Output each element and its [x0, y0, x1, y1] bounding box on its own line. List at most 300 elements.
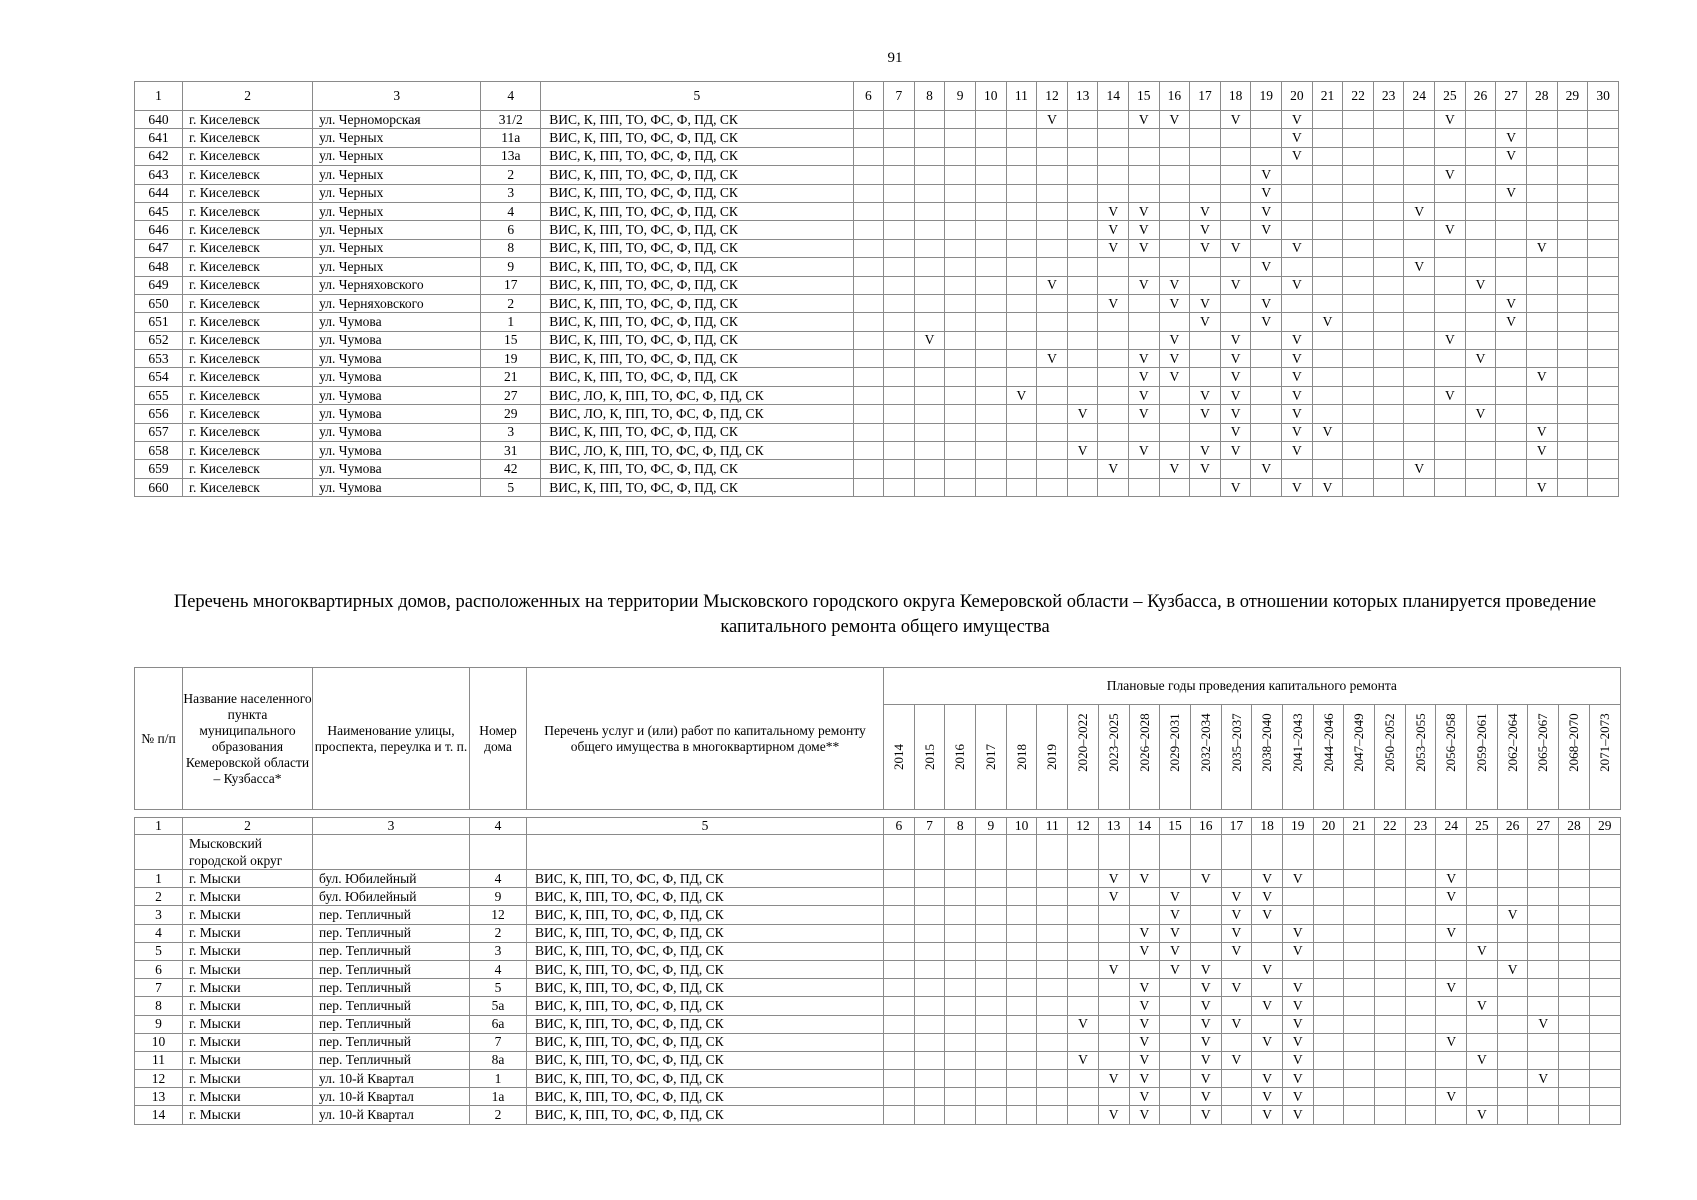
street-cell: пер. Тепличный	[313, 924, 470, 942]
year-cell	[1528, 1106, 1559, 1124]
year-cell	[884, 1106, 915, 1124]
year-cell	[1465, 166, 1496, 184]
year-cell	[1006, 1070, 1037, 1088]
works-cell: ВИС, К, ПП, ТО, ФС, Ф, ПД, СК	[527, 1033, 884, 1051]
year-cell	[1496, 442, 1527, 460]
street-cell: ул. Черняховского	[313, 276, 481, 294]
year-cell	[1220, 166, 1251, 184]
year-cell	[1588, 129, 1619, 147]
year-cell	[1375, 1051, 1406, 1069]
year-cell	[1404, 294, 1435, 312]
year-cell	[1037, 478, 1068, 496]
year-cell	[1343, 386, 1374, 404]
year-cell	[945, 442, 976, 460]
year-cell	[1037, 423, 1068, 441]
year-cell	[884, 423, 915, 441]
year-cell	[1312, 442, 1343, 460]
year-cell	[853, 368, 884, 386]
table-row	[135, 924, 1621, 942]
year-cell	[975, 423, 1006, 441]
year-cell	[975, 129, 1006, 147]
year-cell	[1496, 405, 1527, 423]
house-cell: 6а	[470, 1015, 527, 1033]
year-cell	[1557, 276, 1588, 294]
year-cell	[1067, 276, 1098, 294]
works-cell: ВИС, К, ПП, ТО, ФС, Ф, ПД, СК	[541, 460, 853, 478]
year-cell	[1405, 870, 1436, 888]
year-mark-cell: V	[1282, 147, 1313, 165]
year-cell	[1559, 888, 1590, 906]
year-cell	[1435, 350, 1466, 368]
year-cell	[1068, 906, 1099, 924]
year-cell	[1037, 1051, 1068, 1069]
column-number: 6	[884, 818, 915, 835]
year-cell	[945, 423, 976, 441]
year-cell	[1282, 888, 1313, 906]
year-mark-cell: V	[1252, 888, 1283, 906]
year-cell	[1312, 184, 1343, 202]
year-mark-cell: V	[1312, 313, 1343, 331]
year-mark-cell: V	[1098, 888, 1129, 906]
row-number: 2	[135, 888, 183, 906]
year-cell	[1251, 478, 1282, 496]
year-header	[1497, 705, 1528, 810]
spacer-row	[135, 810, 1621, 818]
year-cell	[975, 442, 1006, 460]
year-mark-cell: V	[1129, 368, 1160, 386]
year-mark-cell: V	[1435, 166, 1466, 184]
works-cell: ВИС, К, ПП, ТО, ФС, Ф, ПД, СК	[541, 276, 853, 294]
year-cell	[1526, 276, 1557, 294]
year-label: 2044–2046	[1320, 713, 1336, 772]
year-cell	[1282, 202, 1313, 220]
year-cell	[1067, 166, 1098, 184]
year-mark-cell: V	[1282, 870, 1313, 888]
year-mark-cell: V	[1159, 294, 1190, 312]
year-cell	[884, 906, 915, 924]
year-cell	[1589, 1015, 1620, 1033]
year-cell	[1497, 924, 1528, 942]
year-cell	[1404, 478, 1435, 496]
works-cell: ВИС, К, ПП, ТО, ФС, Ф, ПД, СК	[527, 870, 884, 888]
year-cell	[1006, 147, 1037, 165]
year-cell	[1252, 1015, 1283, 1033]
year-cell	[1373, 423, 1404, 441]
column-number: 3	[313, 818, 470, 835]
row-number: 654	[135, 368, 183, 386]
year-cell	[1098, 997, 1129, 1015]
column-number: 8	[914, 82, 945, 111]
year-cell	[914, 258, 945, 276]
house-cell: 3	[470, 942, 527, 960]
year-mark-cell: V	[1190, 221, 1221, 239]
column-numbers-row	[135, 818, 1621, 835]
works-cell: ВИС, К, ПП, ТО, ФС, Ф, ПД, СК	[541, 478, 853, 496]
house-cell: 27	[481, 386, 541, 404]
year-cell	[1067, 184, 1098, 202]
year-cell	[1435, 276, 1466, 294]
year-cell	[853, 166, 884, 184]
year-cell	[1528, 1051, 1559, 1069]
table-row	[135, 350, 1619, 368]
year-cell	[1312, 147, 1343, 165]
year-mark-cell: V	[1496, 313, 1527, 331]
year-mark-cell: V	[1129, 276, 1160, 294]
year-cell	[1160, 997, 1191, 1015]
year-mark-cell: V	[1129, 979, 1160, 997]
year-cell	[1404, 368, 1435, 386]
year-cell	[976, 942, 1007, 960]
year-cell	[1098, 147, 1129, 165]
year-cell	[1373, 368, 1404, 386]
year-cell	[853, 331, 884, 349]
year-cell	[1067, 460, 1098, 478]
year-cell	[1404, 442, 1435, 460]
street-cell: ул. Чумова	[313, 313, 481, 331]
column-number: 4	[481, 82, 541, 111]
year-cell	[1588, 276, 1619, 294]
column-number: 6	[853, 82, 884, 111]
city-cell: г. Мыски	[183, 924, 313, 942]
year-cell	[884, 1033, 915, 1051]
year-cell	[1067, 478, 1098, 496]
year-cell	[1313, 1088, 1344, 1106]
year-cell	[1557, 184, 1588, 202]
year-header	[884, 705, 915, 810]
year-cell	[1557, 442, 1588, 460]
house-header: Номер дома	[470, 668, 527, 810]
table-row	[135, 979, 1621, 997]
year-mark-cell: V	[1282, 942, 1313, 960]
year-cell	[1528, 1088, 1559, 1106]
works-cell: ВИС, К, ПП, ТО, ФС, Ф, ПД, СК	[541, 166, 853, 184]
year-cell	[945, 870, 976, 888]
row-number: 645	[135, 202, 183, 220]
year-cell	[1465, 221, 1496, 239]
street-cell: ул. Черных	[313, 258, 481, 276]
year-cell	[976, 1033, 1007, 1051]
year-cell	[976, 1088, 1007, 1106]
works-cell: ВИС, К, ПП, ТО, ФС, Ф, ПД, СК	[527, 979, 884, 997]
year-cell	[976, 924, 1007, 942]
year-cell	[884, 960, 915, 978]
works-cell: ВИС, К, ПП, ТО, ФС, Ф, ПД, СК	[527, 997, 884, 1015]
year-cell	[1559, 997, 1590, 1015]
column-number: 14	[1098, 82, 1129, 111]
year-label: 2062–2064	[1504, 713, 1520, 772]
street-cell: пер. Тепличный	[313, 942, 470, 960]
year-mark-cell: V	[1435, 331, 1466, 349]
year-mark-cell: V	[1282, 331, 1313, 349]
year-cell	[1405, 924, 1436, 942]
year-cell	[1220, 221, 1251, 239]
year-cell	[1037, 888, 1068, 906]
house-cell: 4	[470, 870, 527, 888]
empty-cell	[1344, 835, 1375, 870]
year-mark-cell: V	[1251, 221, 1282, 239]
street-cell: ул. Чумова	[313, 331, 481, 349]
year-cell	[945, 1088, 976, 1106]
table-row	[135, 1088, 1621, 1106]
year-cell	[1467, 1033, 1498, 1051]
year-mark-cell: V	[1436, 870, 1467, 888]
row-number: 647	[135, 239, 183, 257]
year-cell	[884, 870, 915, 888]
year-label: 2023–2025	[1105, 713, 1121, 772]
city-cell: г. Мыски	[183, 1070, 313, 1088]
year-cell	[1497, 888, 1528, 906]
year-cell	[1006, 1088, 1037, 1106]
year-cell	[1589, 888, 1620, 906]
year-cell	[945, 184, 976, 202]
year-cell	[975, 239, 1006, 257]
year-cell	[1098, 442, 1129, 460]
year-cell	[914, 147, 945, 165]
year-mark-cell: V	[1129, 111, 1160, 129]
year-cell	[1528, 906, 1559, 924]
year-cell	[1588, 405, 1619, 423]
year-mark-cell: V	[1098, 221, 1129, 239]
house-cell: 8а	[470, 1051, 527, 1069]
year-cell	[914, 997, 945, 1015]
year-cell	[1067, 331, 1098, 349]
row-number: 640	[135, 111, 183, 129]
column-number: 7	[884, 82, 915, 111]
year-mark-cell: V	[1282, 350, 1313, 368]
year-cell	[1559, 1051, 1590, 1069]
year-cell	[1343, 313, 1374, 331]
year-cell	[1313, 979, 1344, 997]
year-cell	[1190, 129, 1221, 147]
column-number: 2	[183, 82, 313, 111]
year-cell	[1467, 888, 1498, 906]
year-cell	[884, 942, 915, 960]
year-cell	[1129, 960, 1160, 978]
column-number: 27	[1528, 818, 1559, 835]
year-cell	[1312, 368, 1343, 386]
year-cell	[914, 460, 945, 478]
row-number: 651	[135, 313, 183, 331]
year-cell	[853, 478, 884, 496]
year-cell	[1098, 423, 1129, 441]
year-cell	[976, 979, 1007, 997]
empty-cell	[1282, 835, 1313, 870]
year-cell	[1497, 870, 1528, 888]
street-cell: ул. 10-й Квартал	[313, 1070, 470, 1088]
year-cell	[1405, 1088, 1436, 1106]
street-cell: ул. Черных	[313, 129, 481, 147]
city-cell: г. Киселевск	[183, 111, 313, 129]
year-cell	[1435, 423, 1466, 441]
year-cell	[1221, 960, 1252, 978]
year-cell	[1526, 460, 1557, 478]
year-cell	[853, 129, 884, 147]
year-cell	[1098, 1033, 1129, 1051]
year-mark-cell: V	[1190, 1033, 1221, 1051]
year-label: 2035–2037	[1228, 713, 1244, 772]
year-cell	[914, 184, 945, 202]
year-cell	[1252, 1051, 1283, 1069]
year-cell	[945, 111, 976, 129]
year-cell	[1343, 460, 1374, 478]
year-mark-cell: V	[1282, 423, 1313, 441]
year-cell	[853, 239, 884, 257]
column-number: 30	[1588, 82, 1619, 111]
year-mark-cell: V	[1190, 313, 1221, 331]
year-cell	[884, 111, 915, 129]
row-number: 649	[135, 276, 183, 294]
year-cell	[1375, 997, 1406, 1015]
year-cell	[914, 960, 945, 978]
year-cell	[1006, 888, 1037, 906]
row-number: 12	[135, 1070, 183, 1088]
year-cell	[1129, 147, 1160, 165]
table-row	[135, 147, 1619, 165]
year-cell	[1588, 442, 1619, 460]
street-cell: ул. Чумова	[313, 423, 481, 441]
year-cell	[1467, 1070, 1498, 1088]
year-label: 2053–2055	[1412, 713, 1428, 772]
year-cell	[1068, 960, 1099, 978]
year-cell	[1465, 239, 1496, 257]
street-cell: пер. Тепличный	[313, 1051, 470, 1069]
empty-cell	[1375, 835, 1406, 870]
year-cell	[1375, 942, 1406, 960]
year-cell	[1589, 1051, 1620, 1069]
year-cell	[976, 1051, 1007, 1069]
column-number: 25	[1435, 82, 1466, 111]
year-header	[1282, 705, 1313, 810]
year-cell	[976, 870, 1007, 888]
column-number: 1	[135, 82, 183, 111]
year-mark-cell: V	[1190, 239, 1221, 257]
column-number: 28	[1526, 82, 1557, 111]
year-mark-cell: V	[1282, 129, 1313, 147]
year-cell	[1098, 942, 1129, 960]
year-mark-cell: V	[1282, 1070, 1313, 1088]
row-number: 652	[135, 331, 183, 349]
year-cell	[1589, 942, 1620, 960]
house-cell: 2	[470, 924, 527, 942]
column-number: 18	[1220, 82, 1251, 111]
table-row	[135, 276, 1619, 294]
year-cell	[1559, 942, 1590, 960]
city-cell: г. Мыски	[183, 1051, 313, 1069]
year-cell	[945, 1051, 976, 1069]
year-cell	[914, 405, 945, 423]
year-cell	[1098, 129, 1129, 147]
year-cell	[1098, 368, 1129, 386]
table-row	[135, 368, 1619, 386]
year-cell	[1251, 147, 1282, 165]
year-cell	[1037, 906, 1068, 924]
year-cell	[1405, 997, 1436, 1015]
house-cell: 21	[481, 368, 541, 386]
year-cell	[1343, 129, 1374, 147]
city-cell: г. Мыски	[183, 942, 313, 960]
year-cell	[1251, 368, 1282, 386]
city-cell: г. Мыски	[183, 960, 313, 978]
year-mark-cell: V	[1528, 1070, 1559, 1088]
column-number: 25	[1467, 818, 1498, 835]
works-cell: ВИС, К, ПП, ТО, ФС, Ф, ПД, СК	[527, 1015, 884, 1033]
year-cell	[1344, 906, 1375, 924]
year-cell	[1221, 1070, 1252, 1088]
year-cell	[1098, 979, 1129, 997]
table-row	[135, 1015, 1621, 1033]
year-cell	[1343, 166, 1374, 184]
year-mark-cell: V	[1221, 888, 1252, 906]
year-cell	[1404, 111, 1435, 129]
year-cell	[1373, 276, 1404, 294]
year-cell	[1436, 960, 1467, 978]
year-cell	[1160, 1033, 1191, 1051]
year-mark-cell: V	[1497, 906, 1528, 924]
year-cell	[884, 184, 915, 202]
city-cell: г. Киселевск	[183, 129, 313, 147]
year-mark-cell: V	[1098, 1106, 1129, 1124]
year-cell	[945, 1106, 976, 1124]
year-cell	[1405, 1015, 1436, 1033]
year-cell	[884, 368, 915, 386]
year-cell	[945, 258, 976, 276]
year-mark-cell: V	[1467, 997, 1498, 1015]
year-cell	[1006, 1051, 1037, 1069]
year-cell	[1098, 1088, 1129, 1106]
year-cell	[1037, 368, 1068, 386]
works-cell: ВИС, ЛО, К, ПП, ТО, ФС, Ф, ПД, СК	[541, 442, 853, 460]
year-cell	[1497, 942, 1528, 960]
row-number: 7	[135, 979, 183, 997]
year-cell	[1221, 1088, 1252, 1106]
year-cell	[945, 331, 976, 349]
year-cell	[1098, 386, 1129, 404]
city-cell: г. Мыски	[183, 1015, 313, 1033]
year-cell	[1436, 1051, 1467, 1069]
works-cell: ВИС, К, ПП, ТО, ФС, Ф, ПД, СК	[541, 111, 853, 129]
year-cell	[1465, 111, 1496, 129]
year-cell	[945, 979, 976, 997]
year-cell	[1375, 1070, 1406, 1088]
year-cell	[1528, 997, 1559, 1015]
year-mark-cell: V	[1129, 221, 1160, 239]
column-number: 20	[1313, 818, 1344, 835]
year-cell	[1282, 906, 1313, 924]
year-cell	[1159, 258, 1190, 276]
year-label: 2068–2070	[1565, 713, 1581, 772]
year-cell	[1159, 202, 1190, 220]
city-cell: г. Мыски	[183, 1033, 313, 1051]
year-cell	[884, 276, 915, 294]
year-cell	[1375, 1015, 1406, 1033]
year-mark-cell: V	[1467, 1106, 1498, 1124]
year-header	[1068, 705, 1099, 810]
street-cell: пер. Тепличный	[313, 1015, 470, 1033]
year-mark-cell: V	[1465, 405, 1496, 423]
year-mark-cell: V	[1129, 1051, 1160, 1069]
house-cell: 2	[470, 1106, 527, 1124]
year-cell	[1588, 460, 1619, 478]
year-cell	[1312, 294, 1343, 312]
year-cell	[1067, 129, 1098, 147]
row-number: 4	[135, 924, 183, 942]
year-cell	[1496, 258, 1527, 276]
year-cell	[1588, 331, 1619, 349]
street-cell: пер. Тепличный	[313, 906, 470, 924]
year-cell	[1404, 166, 1435, 184]
year-cell	[1526, 129, 1557, 147]
year-mark-cell: V	[1282, 1106, 1313, 1124]
